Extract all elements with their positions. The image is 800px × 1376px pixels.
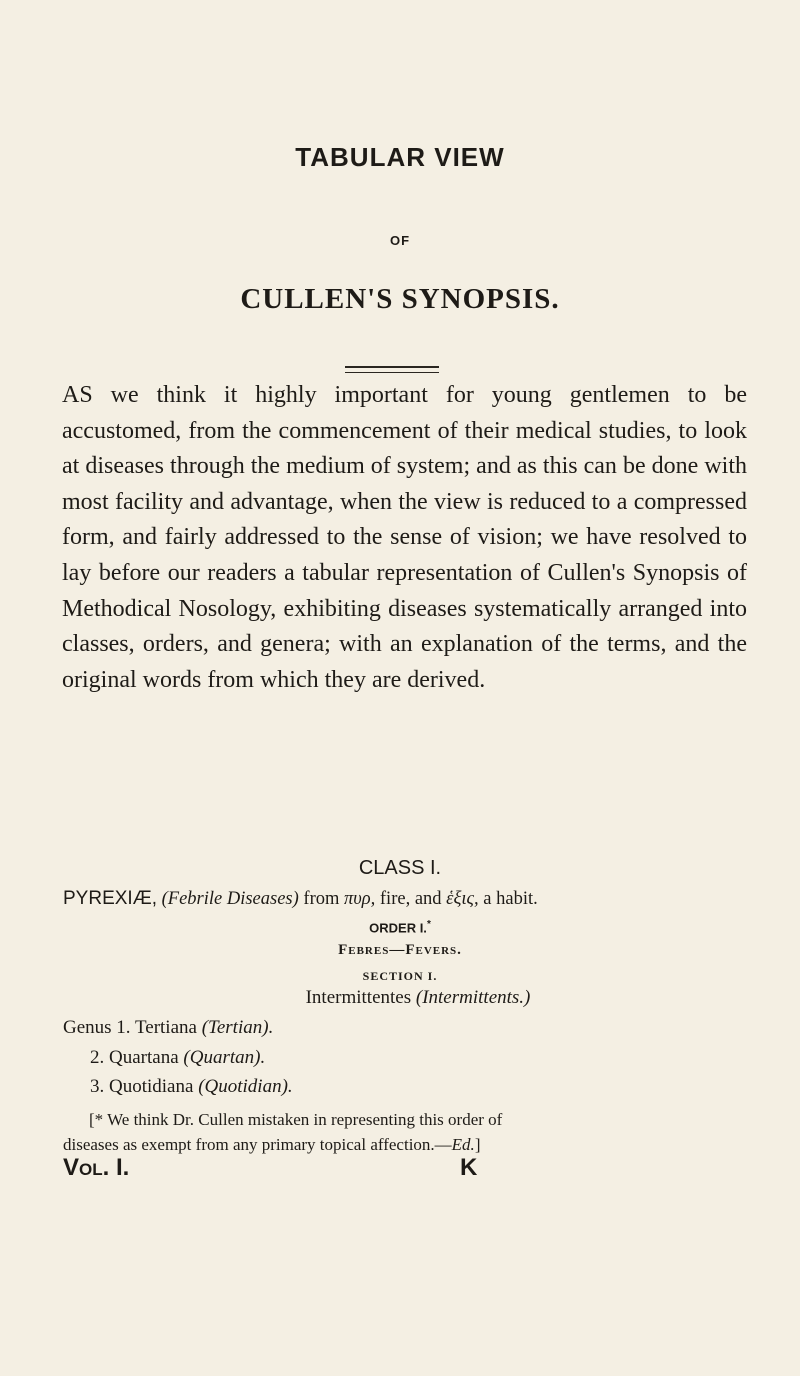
greek-word-fire: πυρ, xyxy=(344,889,376,909)
footnote-line-2-text: diseases as exempt from any primary topical affection.— xyxy=(63,1135,452,1154)
page-subtitle: CULLEN'S SYNOPSIS. xyxy=(240,283,560,315)
footnote-line-2 xyxy=(63,1132,753,1157)
genus-latin-name: Tertiana xyxy=(134,1017,197,1038)
genus-entry xyxy=(90,1076,293,1098)
footnote-close: ] xyxy=(474,1135,481,1154)
order-name: Febres—Fevers. xyxy=(338,942,462,958)
genus-english-name: (Tertian). xyxy=(201,1017,274,1038)
class-heading: CLASS I. xyxy=(358,857,442,879)
footnote-line-1: [* We think Dr. Cullen mistaken in representing this order of xyxy=(89,1110,503,1129)
genus-number: Genus 1. xyxy=(63,1017,131,1038)
class-definition xyxy=(63,888,538,910)
order-heading-text: ORDER I. xyxy=(369,920,427,936)
genus-latin-name: Quotidiana xyxy=(109,1076,194,1097)
section-english-name: (Intermittents.) xyxy=(415,987,531,1008)
genus-number: 2. xyxy=(90,1047,105,1068)
etymology-from: from xyxy=(303,889,340,909)
genus-entry xyxy=(63,1017,273,1039)
etymology-mid: fire, and xyxy=(379,889,442,909)
genus-entry xyxy=(90,1047,265,1069)
genus-latin-name: Quartana xyxy=(109,1047,179,1068)
class-name: PYREXIÆ, xyxy=(63,888,157,909)
intro-text: AS we think it highly important for young gentlemen to be accustomed, from the commencement of their medical studies, to look at diseases through the medium of system; and as this can be done with most facility and advantage, when the view is reduced to a compressed form, and fairly addressed to the sense of vision; we have resolved to lay before our readers a tabular representation of Cullen's Synopsis of Methodical Nosology, exhibiting diseases systematically arranged into classes, orders, and genera; with an explanation of the terms, and the original words from which they are derived. xyxy=(62,382,747,693)
etymology-end: a habit. xyxy=(483,889,538,909)
genus-english-name: (Quartan). xyxy=(183,1047,266,1068)
genus-number: 3. xyxy=(90,1076,105,1097)
footnote-editor: Ed. xyxy=(451,1135,475,1154)
signature-mark: K xyxy=(460,1154,478,1181)
section-latin-name: Intermittentes xyxy=(305,987,412,1008)
volume-label: Vol. I. xyxy=(63,1154,130,1181)
page-title: TABULAR VIEW xyxy=(295,142,505,172)
intro-paragraph xyxy=(62,378,747,698)
section-heading: SECTION I. xyxy=(362,969,438,983)
footnote xyxy=(63,1107,753,1157)
title-rule-thin xyxy=(345,372,439,373)
title-rule-thick xyxy=(345,366,439,368)
title-connector: OF xyxy=(389,233,411,248)
genus-english-name: (Quotidian). xyxy=(198,1076,293,1097)
order-heading xyxy=(0,919,800,935)
section-name xyxy=(18,987,800,1009)
class-english-name: (Febrile Diseases) xyxy=(161,889,299,909)
footnote-marker: * xyxy=(426,919,431,930)
greek-word-habit: ἑξις, xyxy=(446,889,479,909)
